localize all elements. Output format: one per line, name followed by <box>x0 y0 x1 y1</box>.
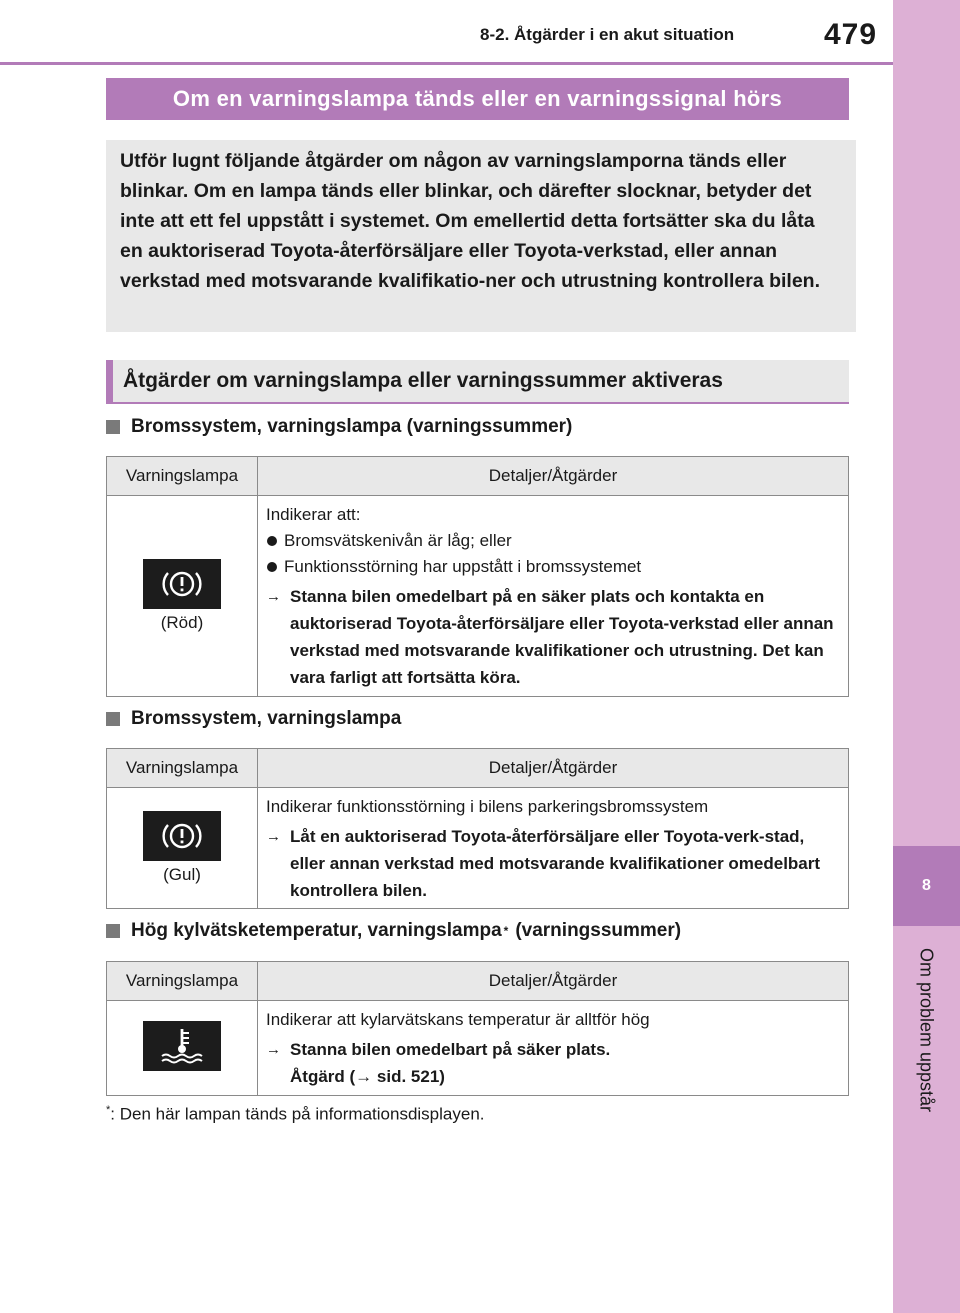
header-lamp: Varningslampa <box>107 457 258 495</box>
section-title-bar: Om en varningslampa tänds eller en varningssignal hörs <box>106 78 849 120</box>
action-text: Låt en auktoriserad Toyota-återförsäljare eller Toyota-verk-stad, eller annan verkstad med motsvarande kvalifikationer omedelbart kontrollera bilen. <box>290 827 821 900</box>
header-details: Detaljer/Åtgärder <box>488 466 618 485</box>
page-reference-link[interactable]: sid. 521) <box>376 1067 445 1086</box>
lamp-cell <box>107 1001 258 1095</box>
warning-table-brake-red <box>106 456 849 697</box>
detail-cell <box>258 496 848 696</box>
table-row <box>107 496 848 696</box>
table-row <box>107 1001 848 1095</box>
header-details: Detaljer/Åtgärder <box>488 971 618 990</box>
lamp-cell <box>107 496 258 696</box>
item-heading-brake-yellow <box>106 708 401 730</box>
lamp-color-label: (Röd) <box>160 613 204 632</box>
action-line-2-prefix: Åtgärd ( <box>290 1067 356 1086</box>
item-heading-text: Hög kylvätsketemperatur, varningslampa <box>131 920 502 941</box>
warning-table-coolant <box>106 961 849 1096</box>
intro-box <box>106 140 856 332</box>
bullet-dot-icon <box>267 562 277 572</box>
lamp-color-label: (Gul) <box>163 865 201 884</box>
action-text <box>290 1036 840 1090</box>
action-instruction <box>266 1036 840 1090</box>
footnote-text: : Den här lampan tänds på informationsdisplayen. <box>110 1104 485 1124</box>
footnote-mark: * <box>106 1104 111 1116</box>
intro-text: Utför lugnt följande åtgärder om någon av varningslamporna tänds eller blinkar. Om en lampa tänds eller blinkar, och därefter slocknar, betyder det inte att ett fel uppstått i systemet. Om emellertid detta fortsätter ska du låta en auktoriserad Toyota-återförsäljare eller Toyota-verkstad, eller annan verkstad med motsvarande kvalifikatio-ner och utrustning kontrollera bilen. <box>120 150 821 292</box>
square-bullet-icon <box>106 420 120 434</box>
chapter-section-title: 8-2. Åtgärder i en akut situation <box>480 25 735 44</box>
arrow-right-icon: → <box>266 1041 281 1058</box>
item-heading-text: Bromssystem, varningslampa <box>131 708 402 729</box>
action-text: Stanna bilen omedelbart på en säker plats och kontakta en auktoriserad Toyota-återförsäljare eller Toyota-verkstad eller annan verkstad med motsvarande kvalifikationer och utrustning. Det kan vara farligt att fortsätta köra. <box>290 587 834 687</box>
table-header <box>107 962 848 1001</box>
brake-warning-icon <box>143 559 221 609</box>
table-header <box>107 457 848 496</box>
warning-table-brake-yellow <box>106 748 849 909</box>
item-heading-tail: (varningssummer) <box>515 920 682 941</box>
side-chapter-title: Om problem uppstår <box>916 947 937 1113</box>
page-number: 479 <box>824 18 878 51</box>
table-header <box>107 749 848 788</box>
footnote-mark: * <box>503 924 509 938</box>
detail-intro: Indikerar funktionsstörning i bilens parkeringsbromssystem <box>266 797 709 816</box>
header-lamp: Varningslampa <box>107 962 258 1000</box>
action-line-1: Stanna bilen omedelbart på säker plats. <box>290 1040 611 1059</box>
side-thumb-strip <box>893 0 960 1313</box>
side-chapter-number[interactable]: 8 <box>893 846 960 926</box>
square-bullet-icon <box>106 924 120 938</box>
subheading <box>106 360 849 404</box>
arrow-right-icon: → <box>266 588 281 605</box>
header-rule <box>0 62 893 65</box>
table-row <box>107 788 848 908</box>
brake-warning-icon <box>143 811 221 861</box>
footnote <box>106 1104 485 1125</box>
item-heading-brake-red <box>106 416 572 438</box>
list-item-text: Bromsvätskenivån är låg; eller <box>284 531 512 550</box>
subheading-text: Åtgärder om varningslampa eller varningssummer aktiveras <box>123 369 723 392</box>
item-heading-text: Bromssystem, varningslampa (varningssummer) <box>131 416 573 437</box>
list-item <box>266 554 840 580</box>
header-lamp: Varningslampa <box>107 749 258 787</box>
detail-cell <box>258 788 848 908</box>
square-bullet-icon <box>106 712 120 726</box>
arrow-right-icon: → <box>266 828 281 845</box>
detail-intro: Indikerar att: <box>266 505 361 524</box>
list-item-text: Funktionsstörning har uppstått i bromssystemet <box>284 557 642 576</box>
detail-intro: Indikerar att kylarvätskans temperatur är alltför hög <box>266 1010 650 1029</box>
bullet-dot-icon <box>267 536 277 546</box>
detail-cell <box>258 1001 848 1095</box>
action-instruction <box>266 823 840 904</box>
item-heading-coolant <box>106 920 681 942</box>
action-instruction <box>266 583 840 691</box>
coolant-temperature-icon <box>143 1021 221 1071</box>
list-item <box>266 528 840 554</box>
arrow-right-icon: → <box>355 1067 377 1086</box>
header-details: Detaljer/Åtgärder <box>488 758 618 777</box>
lamp-cell <box>107 788 258 908</box>
